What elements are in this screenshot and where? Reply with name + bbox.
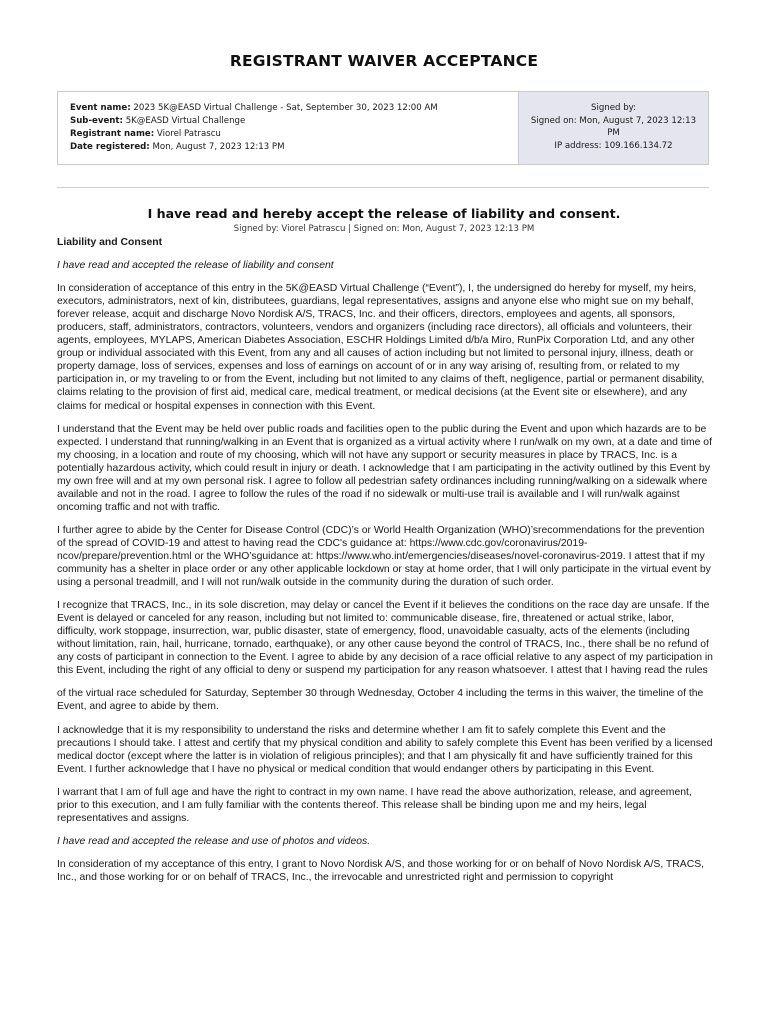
ip-address: IP address: 109.166.134.72: [554, 140, 673, 151]
sub-event-value: 5K@EASD Virtual Challenge: [125, 116, 246, 126]
registrant-row: [70, 128, 506, 141]
date-registered-value: Mon, August 7, 2023 12:13 PM: [152, 142, 285, 152]
paragraph-cancellation: I recognize that TRACS, Inc., in its sole discretion, may delay or cancel the Event if it believes the conditions on the race day are unsafe. If the Event is delayed or canceled for any reason, including but not limited to: communicable disease, fire, threatened or actual strike, labor, difficulty, work stoppage, insurrection, war, public disaster, state of emergency, flood, unavoidable casualty, acts of the elements (including without limitation, rain, hail, hurricane, tornado, earthquake), or any other cause beyond the control of TRACS, Inc., there shall be no refund of any costs of participant in connection to the Event. I agree to abide by any decision of a race official relative to any aspect of my participation in this Event, including the right of any official to deny or suspend my participation for any reason whatsoever. I attest that I having read the rules: [57, 600, 713, 677]
section-title: Liability and Consent: [57, 237, 163, 248]
accepted-statement-liability: I have read and accepted the release of liability and consent: [57, 260, 334, 272]
accepted-statement-photos: I have read and accepted the release and use of photos and videos.: [57, 835, 371, 847]
date-registered-label: Date registered:: [70, 142, 150, 152]
acceptance-heading: I have read and hereby accept the release of liability and consent.: [147, 206, 621, 221]
paragraph-covid: I further agree to abide by the Center for Disease Control (CDC)’s or World Health Organization (WHO)’srecommendations for the prevention of the spread of COVID-19 and attest to having read the CDC's guidance at: https://www.cdc.gov/coronavirus/2019-ncov/prepare/prevention.html or the WHO’sguidance at: https://www.who.int/emergencies/diseases/novel-coronavirus-2019. I attest that if my community has a shelter in place order or any other applicable lockdown or stay at home order, that I will only participate in the virtual event by using a personal treadmill, and I will not run/walk outside in the community during the duration of such order.: [57, 524, 711, 589]
paragraph-release: In consideration of acceptance of this entry in the 5K@EASD Virtual Challenge (“Event”), I, the undersigned do hereby for myself, my heirs, executors, administrators, next of kin, distributees, guardians, legal representatives, assigns and anyone else who might sue on my behalf, forever release, acquit and discharge Novo Nordisk A/S, TRACS, Inc. and their officers, directors, employees and agents, all sponsors, producers, staff, administrators, contractors, volunteers, vendors and organizers (including race directors), all officials and volunteers, their agents, employees, MYLAPS, American Diabetes Association, ESCHR Holdings Limited d/b/a Miro, RunPix Corporation Ltd, and any other group or individual associated with this Event, from any and all causes of action including but not limited to personal injury, illness, death or property damage, loss of services, expenses and loss of earnings on account of or in any way arising of, resulting from, or related to my participation in, or my traveling to or from the Event, including but not limited to any claims of theft, negligence, partial or permanent disability, claims relating to the provision of first aid, medical care, medical treatment, or medical decisions (at the Event site or elsewhere), and any claims for medical or hospital expenses in connection with this Event.: [57, 283, 705, 412]
signed-on: Signed on: Mon, August 7, 2023 12:13 PM: [530, 115, 697, 138]
registration-details: [58, 92, 518, 164]
page-title: REGISTRANT WAIVER ACCEPTANCE: [229, 52, 539, 70]
event-name-value: 2023 5K@EASD Virtual Challenge - Sat, September 30, 2023 12:00 AM: [133, 103, 438, 113]
paragraph-warranty: I warrant that I am of full age and have the right to contract in my own name. I have read the above authorization, release, and agreement, prior to this execution, and I am fully familiar with the contents thereof. This release shall be binding upon me and my heirs, legal representatives and assigns.: [57, 786, 692, 824]
paragraph-hazards: I understand that the Event may be held over public roads and facilities open to the public during the Event and upon which hazards are to be expected. I understand that running/walking in an Event that is organized as a virtual activity where I run/walk on my own, at a date and time of my choosing, in a location and route of my choosing, which will not have any support or security measures in place by TRACS, Inc. is a potentially hazardous activity, which could result in injury or death. I acknowledge that I am participating in the activity outlined by this Event by my own free will and at my own personal risk. I agree to follow all pedestrian safety ordinances including running/walking on a sidewalk where available and not in the road. I agree to follow the rules of the road if no sidewalk or multi-use trail is available and I will run/walk against oncoming traffic and not with traffic.: [57, 423, 712, 513]
registrant-label: Registrant name:: [70, 129, 155, 139]
paragraph-photos: In consideration of my acceptance of this entry, I grant to Novo Nordisk A/S, and those working for or on behalf of Novo Nordisk A/S, TRACS, Inc., and those working for or on behalf of TRACS, Inc., the irrevocable and unrestricted right and permission to copyright: [57, 858, 705, 883]
registration-info-box: [57, 91, 709, 165]
signature-panel: [518, 92, 708, 164]
signed-by: Signed by:: [590, 103, 637, 113]
event-name-row: [70, 102, 506, 115]
waiver-body: [57, 236, 713, 894]
registrant-value: Viorel Patrascu: [156, 129, 221, 139]
event-name-label: Event name:: [70, 103, 131, 113]
paragraph-rules: of the virtual race scheduled for Saturday, September 30 through Wednesday, October 4 including the terms in this waiver, the timeline of the Event, and agree to abide by them.: [57, 688, 704, 713]
acceptance-signed-line: Signed by: Viorel Patrascu | Signed on: Mon, August 7, 2023 12:13 PM: [233, 224, 535, 234]
sub-event-label: Sub-event:: [70, 116, 123, 126]
sub-event-row: [70, 115, 506, 128]
divider: [57, 187, 709, 188]
date-registered-row: [70, 141, 506, 154]
paragraph-fitness: I acknowledge that it is my responsibility to understand the risks and determine whether I am fit to safely complete this Event and the precautions I should take. I attest and certify that my physical condition and ability to safely complete this Event has been verified by a licensed medical doctor (except where the latter is in violation of religious principles); and that I am physically fit and have sufficiently trained for this Event. I further acknowledge that I have no physical or medical condition that would endanger others by participating in this Event.: [57, 724, 713, 775]
